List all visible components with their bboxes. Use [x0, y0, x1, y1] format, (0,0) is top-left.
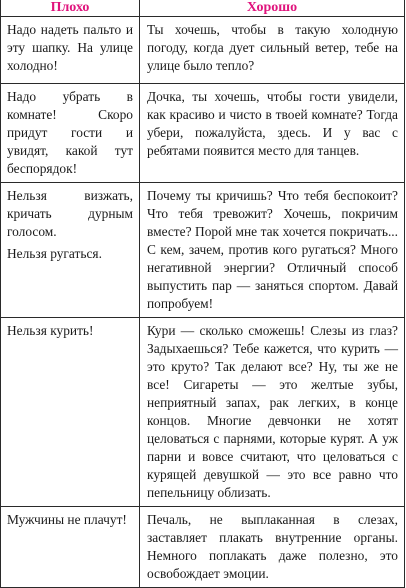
table-header: [1, 0, 405, 17]
good-text: Кури — сколько сможешь! Слезы из глаз? Задыхаешься? Тебе кажется, что курить — это круто? Так делают все? Ну, ты же не все! Сигареты — это желтые зубы, неприятный запах, рак легких, в конце концов. Многие девчонки не хотят целоваться с парнями, которые курят. А уж парни и вовсе считают, что целоваться с курящей девушкой — это все равно что пепельницу облизать.: [147, 323, 398, 500]
good-text: Ты хочешь, чтобы в такую холодную погоду, когда дует сильный ветер, тебе на улице было тепло?: [147, 22, 398, 73]
table-row: [1, 507, 405, 588]
table-row: [1, 84, 405, 183]
good-cell: [140, 84, 405, 183]
table-row: [1, 17, 405, 84]
bad-cell: [1, 17, 140, 84]
bad-text: Нельзя визжать, кричать дурным голосом.: [7, 188, 133, 239]
table-row: [1, 318, 405, 507]
bad-text: Надо убрать в комнате! Скоро придут гости и увидят, какой тут беспорядок!: [7, 89, 133, 176]
good-text: Дочка, ты хочешь, чтобы гости увидели, как красиво и чисто в твоей комнате? Тогда убери, пожалуйста, здесь. И у вас с ребятами появится место для танцев.: [147, 89, 398, 158]
good-cell: [140, 183, 405, 318]
bad-text: Надо надеть пальто и эту шапку. На улице холодно!: [7, 22, 133, 73]
bad-text: Нельзя курить!: [7, 323, 94, 338]
good-cell: [140, 17, 405, 84]
good-cell: [140, 507, 405, 588]
good-text: Почему ты кричишь? Что тебя беспокоит? Что тебя тревожит? Хочешь, покричим вместе? Порой мне так хочется покричать... С кем, зачем, против кого ругаться? Много негативной энергии? Отличный способ выпустить пар — заняться спортом. Давай попробуем!: [147, 188, 398, 311]
good-cell: [140, 318, 405, 507]
header-good: Хорошо: [140, 0, 405, 17]
header-row: [1, 0, 405, 17]
table-body: [1, 17, 405, 588]
bad-text: Нельзя ругаться.: [7, 246, 102, 261]
table-row: [1, 183, 405, 318]
bad-cell: [1, 84, 140, 183]
bad-cell: [1, 318, 140, 507]
header-bad: Плохо: [1, 0, 140, 17]
bad-text: Мужчины не плачут!: [7, 512, 127, 527]
bad-cell: [1, 507, 140, 588]
good-text: Печаль, не выплаканная в слезах, заставляет плакать внутренние органы. Немного поплакать даже полезно, это освобождает эмоции.: [147, 512, 398, 581]
bad-cell: [1, 183, 140, 318]
